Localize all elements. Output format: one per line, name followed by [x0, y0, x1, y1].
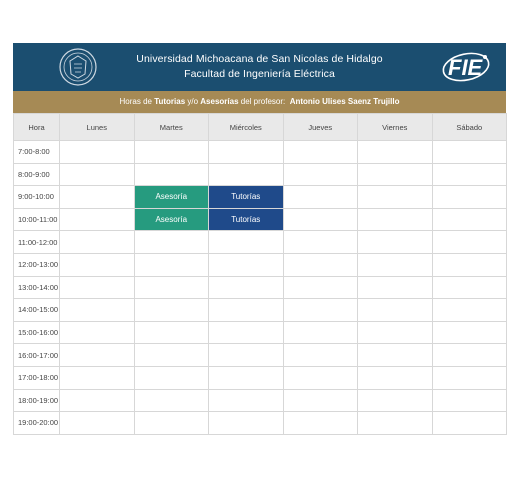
schedule-cell: [60, 344, 135, 367]
schedule-cell: [283, 321, 358, 344]
column-header: Viernes: [358, 114, 433, 141]
schedule-cell: [432, 163, 507, 186]
subheader-text-1: Horas de: [119, 97, 155, 106]
hour-cell: 18:00-19:00: [14, 389, 60, 412]
schedule-cell: [209, 389, 284, 412]
schedule-cell: [209, 253, 284, 276]
schedule-cell: [358, 141, 433, 164]
schedule-cell: [432, 231, 507, 254]
subheader-text-3: del profesor:: [238, 97, 286, 106]
schedule-cell: [432, 253, 507, 276]
schedule-cell: [358, 231, 433, 254]
schedule-cell: [134, 276, 209, 299]
schedule-sheet: [13, 43, 506, 435]
schedule-cell: [209, 276, 284, 299]
hour-cell: 10:00-11:00: [14, 208, 60, 231]
schedule-cell: [283, 186, 358, 209]
schedule-cell: [283, 412, 358, 435]
schedule-cell: [358, 186, 433, 209]
column-header: Miércoles: [209, 114, 284, 141]
table-row: [14, 208, 507, 231]
schedule-cell: [358, 253, 433, 276]
subheader-text-2: y/o: [185, 97, 201, 106]
schedule-cell: [432, 344, 507, 367]
subheader-keyword-asesorias: Asesorías: [200, 97, 239, 106]
table-row: [14, 253, 507, 276]
schedule-cell: Asesoría: [134, 208, 209, 231]
schedule-cell: [60, 366, 135, 389]
schedule-cell: [209, 299, 284, 322]
schedule-cell: [60, 141, 135, 164]
schedule-cell: [283, 231, 358, 254]
table-row: [14, 366, 507, 389]
column-header: Martes: [134, 114, 209, 141]
schedule-cell: [358, 208, 433, 231]
schedule-cell: [358, 366, 433, 389]
table-row: [14, 231, 507, 254]
schedule-cell: [60, 186, 135, 209]
schedule-cell: Tutorías: [209, 186, 284, 209]
schedule-cell: [283, 344, 358, 367]
table-row: [14, 344, 507, 367]
schedule-cell: [432, 366, 507, 389]
column-header: Jueves: [283, 114, 358, 141]
schedule-cell: [134, 231, 209, 254]
schedule-cell: [60, 231, 135, 254]
schedule-cell: [358, 321, 433, 344]
hour-cell: 14:00-15:00: [14, 299, 60, 322]
schedule-cell: [283, 389, 358, 412]
schedule-cell: [432, 389, 507, 412]
schedule-cell: [432, 321, 507, 344]
schedule-cell: [283, 299, 358, 322]
schedule-cell: [60, 253, 135, 276]
table-row: [14, 389, 507, 412]
schedule-cell: [134, 299, 209, 322]
schedule-cell: [134, 253, 209, 276]
table-row: [14, 276, 507, 299]
faculty-name: Facultad de Ingeniería Eléctrica: [184, 68, 335, 80]
schedule-cell: [358, 163, 433, 186]
schedule-cell: [283, 141, 358, 164]
schedule-cell: [134, 366, 209, 389]
hour-cell: 12:00-13:00: [14, 253, 60, 276]
hour-cell: 17:00-18:00: [14, 366, 60, 389]
schedule-cell: [209, 141, 284, 164]
schedule-cell: [209, 321, 284, 344]
schedule-cell: [134, 412, 209, 435]
professor-subheader: [13, 91, 506, 113]
schedule-cell: [283, 366, 358, 389]
schedule-cell: [358, 412, 433, 435]
hour-cell: 19:00-20:00: [14, 412, 60, 435]
table-row: [14, 412, 507, 435]
header-banner: [13, 43, 506, 91]
hour-cell: 16:00-17:00: [14, 344, 60, 367]
schedule-cell: [134, 163, 209, 186]
schedule-cell: [358, 299, 433, 322]
schedule-cell: [432, 412, 507, 435]
fie-logo-text: FIE: [448, 55, 483, 80]
schedule-cell: Asesoría: [134, 186, 209, 209]
hour-cell: 7:00-8:00: [14, 141, 60, 164]
schedule-cell: [60, 299, 135, 322]
schedule-cell: [283, 253, 358, 276]
hour-cell: 8:00-9:00: [14, 163, 60, 186]
table-row: [14, 141, 507, 164]
schedule-cell: [60, 389, 135, 412]
schedule-cell: [283, 276, 358, 299]
university-name: Universidad Michoacana de San Nicolas de Hidalgo: [136, 53, 383, 65]
schedule-cell: [432, 141, 507, 164]
schedule-cell: [432, 208, 507, 231]
schedule-cell: [60, 208, 135, 231]
schedule-cell: [283, 163, 358, 186]
professor-name: Antonio Ulises Saenz Trujillo: [289, 97, 400, 106]
schedule-cell: [134, 389, 209, 412]
subheader-keyword-tutorias: Tutorias: [154, 97, 186, 106]
table-row: [14, 299, 507, 322]
table-header-row: [14, 114, 507, 141]
schedule-cell: [60, 412, 135, 435]
table-row: [14, 163, 507, 186]
schedule-cell: [209, 412, 284, 435]
schedule-cell: [60, 163, 135, 186]
hour-cell: 15:00-16:00: [14, 321, 60, 344]
schedule-cell: [432, 299, 507, 322]
schedule-cell: [358, 276, 433, 299]
hour-cell: 9:00-10:00: [14, 186, 60, 209]
fie-logo: [438, 49, 492, 85]
schedule-cell: [283, 208, 358, 231]
schedule-cell: [134, 344, 209, 367]
schedule-cell: [60, 276, 135, 299]
schedule-cell: [209, 366, 284, 389]
schedule-cell: [432, 276, 507, 299]
table-body: [14, 141, 507, 435]
schedule-cell: [60, 321, 135, 344]
table-row: [14, 321, 507, 344]
column-header: Sábado: [432, 114, 507, 141]
schedule-cell: Tutorías: [209, 208, 284, 231]
schedule-cell: [432, 186, 507, 209]
hour-cell: 11:00-12:00: [14, 231, 60, 254]
schedule-cell: [134, 321, 209, 344]
table-row: [14, 186, 507, 209]
column-header: Lunes: [60, 114, 135, 141]
schedule-cell: [209, 231, 284, 254]
column-header: Hora: [14, 114, 60, 141]
schedule-cell: [134, 141, 209, 164]
schedule-cell: [209, 344, 284, 367]
schedule-table: [13, 113, 507, 435]
schedule-cell: [358, 389, 433, 412]
hour-cell: 13:00-14:00: [14, 276, 60, 299]
schedule-cell: [358, 344, 433, 367]
schedule-cell: [209, 163, 284, 186]
